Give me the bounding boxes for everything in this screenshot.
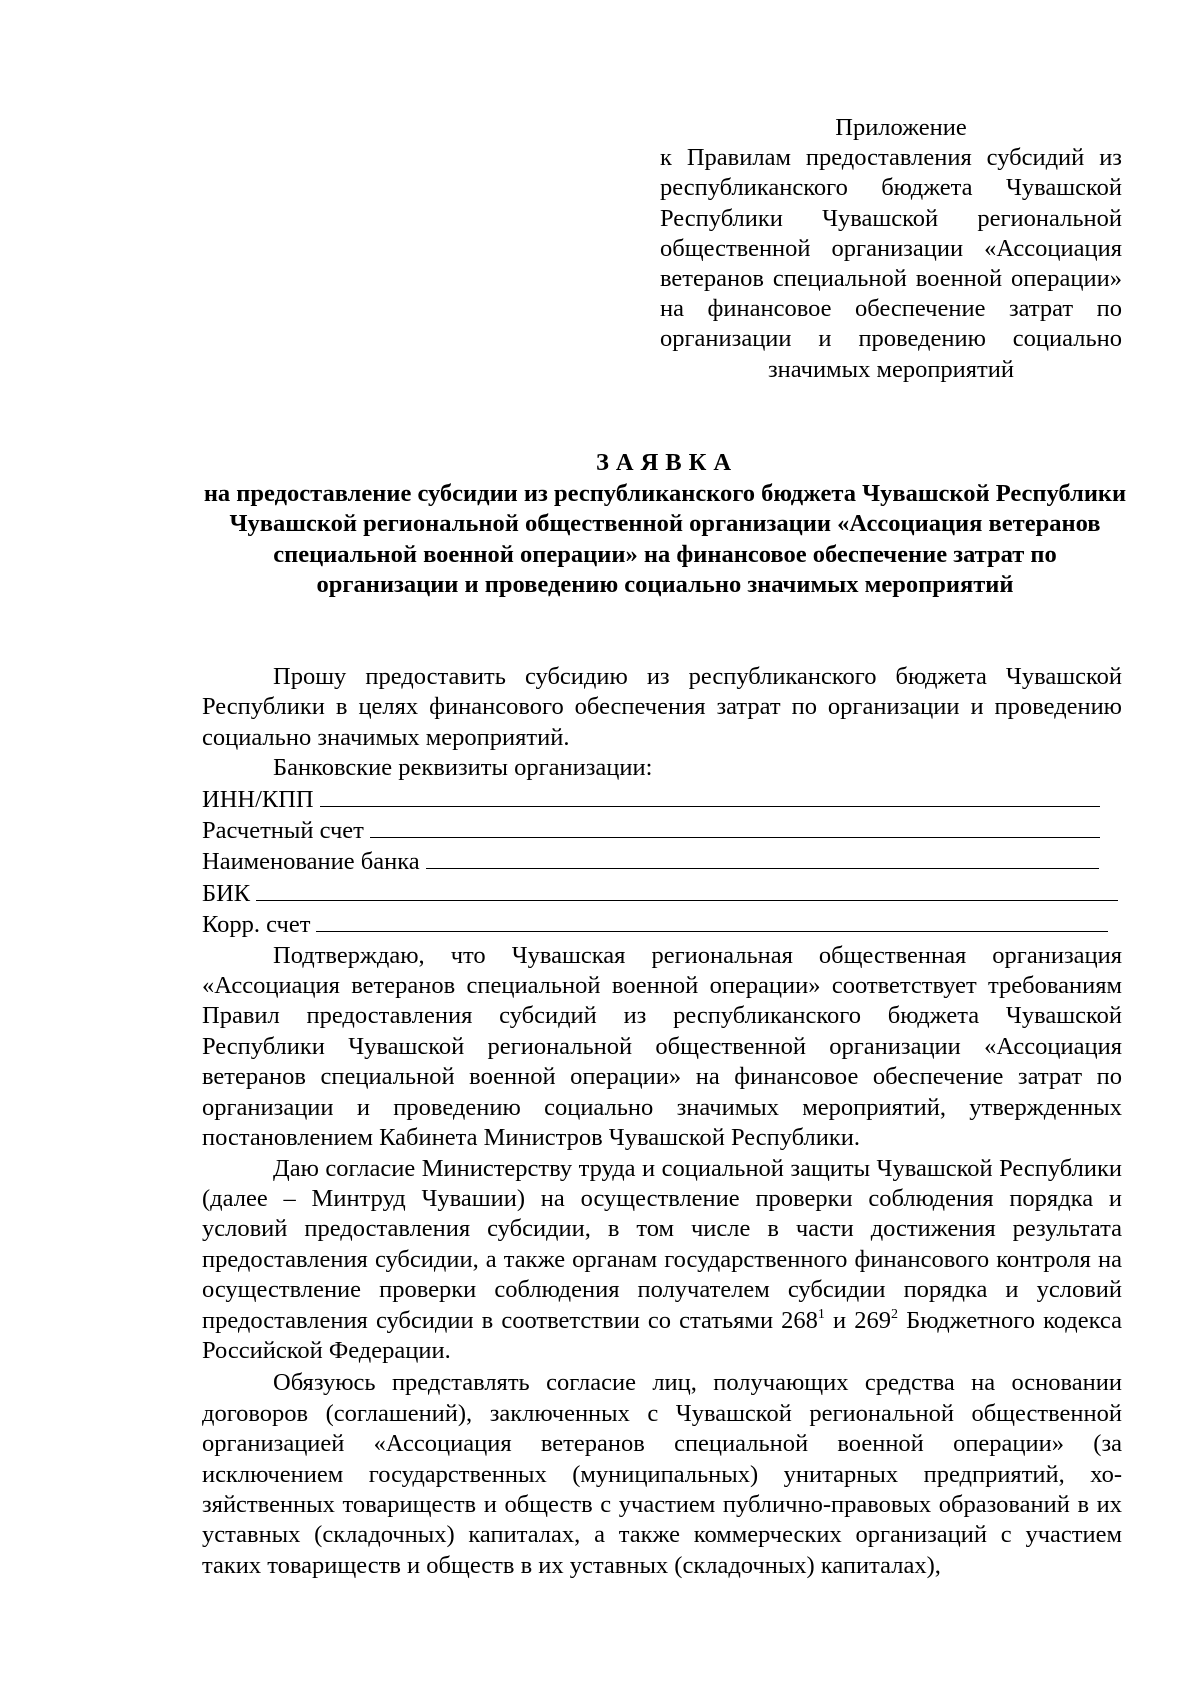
field-label: ИНН/КПП (202, 785, 314, 813)
superscript-1: 1 (817, 1306, 825, 1322)
consent-paragraph (202, 1154, 1122, 1367)
fill-line (256, 878, 1118, 901)
field-label: БИК (202, 879, 251, 907)
appendix-text: к Правилам предоставления субсидий из республиканского бюджета Чувашской Республики Чувашской региональной общественной организации «Ассоциация ветеранов специальной военной операции» на финансовое обеспечение затрат по организации и проведению социально значимых мероприятий (660, 144, 1122, 383)
obligation-paragraph: Обязуюсь представлять согласие лиц, получающих средства на основании договоров (соглашений), заключенных с Чувашской региональной общественной организацией «Ассоциация ветеранов специальной военной операции» (за исключением государственных (муниципальных) унитарных предприятий, хозяйственных товариществ и обществ с участием публично-правовых образований в их уставных (складочных) капиталах, а также коммерческих организаций с участием таких товариществ и обществ в их уставных (складочных) капиталах), (202, 1369, 1122, 1579)
field-label: Расчетный счет (202, 817, 364, 845)
fill-line (426, 846, 1099, 869)
field-bank-name (202, 846, 1122, 877)
field-corr-account (202, 909, 1122, 940)
superscript-2: 2 (891, 1306, 899, 1322)
document-body (202, 662, 1122, 1581)
field-inn-kpp (202, 784, 1122, 815)
bank-details-label: Банковские реквизиты организации: (273, 754, 653, 782)
consent-text-mid: и 269 (824, 1306, 892, 1334)
field-label: Наименование банка (202, 848, 420, 876)
field-label: Корр. счет (202, 911, 311, 939)
heading-title: ЗАЯВКА (595, 449, 739, 476)
fill-line (320, 784, 1100, 807)
fill-line (316, 909, 1108, 932)
appendix-block (660, 113, 1122, 385)
field-bik (202, 878, 1122, 909)
consent-text-a: Даю согласие Министерству труда и социальной защиты Чувашской Республики (далее – Минтруд Чувашии) на осуществление проверки соблюдения порядка и условий предоставления субсидии, в том числе в части достижения результата предоставления субсидии, а также органам государственного финансового контроля на осуществление проверки соблюдения получателем субсидии порядка и условий предоставления субсидии в соответствии со статьями 268 (202, 1154, 1122, 1334)
appendix-title: Приложение (835, 114, 967, 141)
document-heading (200, 448, 1130, 601)
heading-subtitle: на предоставление субсидии из республиканского бюджета Чувашской Республики Чувашской региональной общественной организации «Ассоциация ветеранов специальной военной операции» на финансовое обеспечение затрат по организации и проведению социально значимых мероприятий (203, 479, 1127, 599)
request-paragraph: Прошу предоставить субсидию из республиканского бюджета Чувашской Республики в целях финансового обеспечения затрат по организации и проведению социально значимых мероприятий. (202, 663, 1122, 751)
consent-text-b: Бюджетного кодекса Российской Федерации. (202, 1306, 1122, 1364)
field-account (202, 815, 1122, 846)
confirm-paragraph: Подтверждаю, что Чувашская региональная общественная организация «Ассоциация ветеранов специальной военной операции» соответствует требованиям Правил предоставления субсидий из республиканского бюджета Чувашской Республики Чувашской региональной общественной организации «Ассоциация ветеранов специальной военной операции» на финансовое обеспечение затрат по организации и проведению социально значимых мероприятий, утвержденных постановлением Кабинета Министров Чувашской Республики. (202, 941, 1122, 1152)
fill-line (370, 815, 1100, 838)
